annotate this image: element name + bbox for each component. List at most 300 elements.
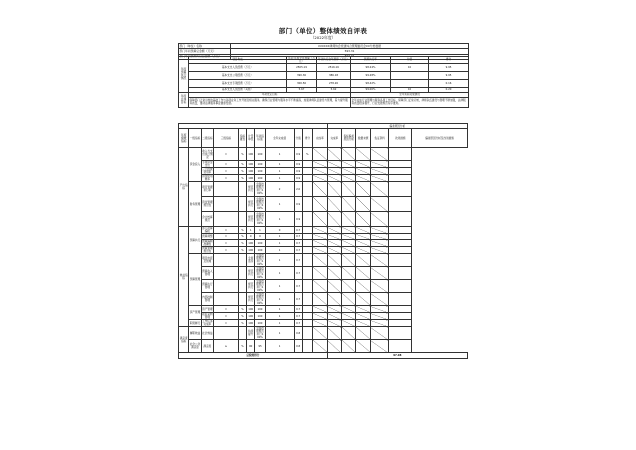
ind-empty-cell [370,197,389,212]
ind-empty-cell [356,197,370,212]
ind-empty-cell [342,227,356,234]
unit-value: XXXXXX律师协会党建综合管理委员会XX分类数据 [231,44,469,49]
ind-score: 1 [265,306,294,313]
ind-empty-cell [342,306,356,313]
ind-empty-cell [327,254,341,267]
ind-l2-group: 社会公众满意度 [189,340,201,353]
indicator-row [179,254,468,267]
ind-l3: 资金使用效率 [202,175,213,182]
ind-l2-group: 资金投入 [189,148,201,182]
ind-empty-cell [313,306,328,313]
ind-score: 1 [265,197,294,212]
ind-remark [389,340,412,353]
ind-actual: 100 [255,320,265,327]
ind-got: 0.9 [294,161,302,168]
ind-rate [302,280,312,293]
indicator-row [179,212,468,227]
ind-empty-cell [370,212,389,227]
ind-unit: % [238,168,246,175]
ind-empty-cell [342,267,356,280]
ind-got: 0.7 [294,306,302,313]
ind-target: 100 [248,241,254,245]
ind-unit: % [238,320,246,327]
ind-empty-cell [313,254,328,267]
ind-actual: 全面按照规范执行100% [256,267,264,280]
ind-actual: 100 [255,247,265,254]
ind-target: 100 [247,148,255,161]
ind-target: 100 [248,248,254,252]
ind-empty-cell [356,148,370,161]
ind-l3: 预算调整 [202,235,213,239]
ind-score: 1 [265,320,294,327]
ind-unit [238,182,246,197]
ind-l3: 工作任务完成率 [202,320,213,327]
ind-empty-cell [370,320,389,327]
ind-l1-group: 效益指标 [179,227,189,327]
ind-empty-cell [342,313,356,320]
indicator-row [179,175,468,182]
ind-l3: 社会效益 [201,327,213,340]
ind-remark [389,247,412,254]
ind-empty-cell [370,280,389,293]
ind-score: 1 [265,212,294,227]
ind-target: 100 [248,176,254,180]
ind-empty-cell [356,182,370,197]
goals-text-row [179,97,469,107]
ind-l3: 部门决算编报 [202,227,213,234]
ind-score: 1 [265,161,294,168]
ind-target: 100 [248,169,254,173]
ind-remark [389,197,412,212]
ind-got: 0.7 [294,234,302,240]
ind-rate [302,161,312,168]
ind-empty-cell [342,327,356,340]
ind-actual: 100 [255,161,265,168]
ind-remark [389,254,412,267]
ind-got: 0.7 [294,313,302,320]
ind-l3: 资产管理 [202,307,213,311]
ind-attr: = [214,234,239,240]
ind-empty-cell [356,320,370,327]
ind-actual: 全面按照规范执行100% [256,198,264,211]
ind-score: 1 [265,327,294,340]
ind-remark [389,227,412,234]
ind-unit: % [238,227,246,234]
ind-unit: % [238,148,246,161]
ind-got: 0.8 [294,340,302,353]
ind-empty-cell [327,247,341,254]
ind-attr: = [214,161,239,168]
goals-section-label: 年度总体目标 [179,92,189,107]
exec-label: 部门年初预算执行总金额（万元） [179,54,231,59]
ind-col-header-row [179,129,468,148]
funds-row-score: 10 [391,87,429,92]
ind-l3: 项目申报及管理 [201,254,213,267]
ind-sub-2: 年初指标值 [255,129,265,148]
ind-l3: 政府采购管理 [202,313,213,320]
ind-target: 100 [248,314,254,318]
ind-got: 0.7 [294,280,302,293]
ind-empty-cell [313,327,328,340]
ind-empty-cell [342,280,356,293]
ind-empty-cell [327,267,341,280]
funds-row [179,79,469,87]
funds-row-a: 300.56 [287,79,317,87]
ind-empty-cell [327,280,341,293]
ind-empty-cell [370,182,389,197]
indicator-row [179,327,468,340]
ind-unit: % [238,306,246,313]
ind-empty-cell [370,340,389,353]
ind-empty-cell [313,212,328,227]
funds-col-3: 预算执行率 [351,56,391,63]
funds-row-a: 5.67 [287,87,317,92]
ind-actual: 全面按照规范执行100% [256,213,264,226]
ind-empty-cell [327,340,341,353]
indicator-row [179,340,468,353]
goals-actual-label: 全年实际完成情况 [351,92,469,97]
ind-l2-group: 职责履行 [189,321,201,325]
ind-empty-cell [327,306,341,313]
ind-rate [302,254,312,267]
ind-attr: = [214,247,239,254]
ind-l3: 三公经费使用率 [202,168,213,175]
funds-row-got: 0.16 [429,79,469,87]
ind-unit [238,327,246,340]
ind-empty-cell [327,175,341,182]
ind-l1-group: 产出指标 [179,148,189,227]
ind-actual: 全面按照规范执行100% [256,327,264,340]
indicators-body [179,148,468,353]
ind-empty-cell [370,161,389,168]
ind-got: 0.9 [294,175,302,182]
ind-rate [302,197,312,212]
ind-target: 100 [248,307,254,311]
ind-attr [214,293,239,306]
ind-sub-0: 指标属性 [238,129,246,148]
goals-planned-text: 保障部门正常运转的基础工作与各项业务工作开展及相关服务，确保行业管理与服务水平不断提高，加强律师队伍建设与管理，着力提升服务质量，推动法律服务事业健康发展。 [189,97,351,107]
indicator-row [179,148,468,161]
indicator-row [179,320,468,327]
ind-score: 1 [265,254,294,267]
ind-rate: % [302,148,312,161]
ind-actual: 全面按照规范执行100% [256,280,264,293]
ind-target: 规范执行 [247,267,255,280]
ind-empty-cell [342,254,356,267]
ind-empty-cell [342,197,356,212]
ind-remark [389,267,412,280]
ind-empty-cell [313,227,328,234]
ind-target: 0 [247,234,255,240]
ind-score: 2 [265,182,294,197]
ind-empty-cell [327,182,341,197]
indicator-row [179,247,468,254]
ind-target: 规范执行 [247,293,255,306]
ind-l3: 项目管理执行率 [201,182,213,197]
ind-empty-cell [356,254,370,267]
ind-l3: 收入与支出执行情况 [202,149,213,159]
ind-l3: 会计核算规范 [201,212,213,227]
ind-score: 1 [265,247,294,254]
funds-row-b: 386.18 [317,71,351,79]
ind-attr [214,197,239,212]
ind-col-l3: 三级指标 [214,129,239,148]
funds-row-name: 基本支出公用经费（万元） [189,71,287,79]
ind-remark [389,212,412,227]
ind-got: 0.7 [294,240,302,247]
ind-remark [389,313,412,320]
ind-attr [214,280,239,293]
indicator-row [179,267,468,280]
funds-row-b: 5.62 [317,87,351,92]
funds-row-b: 278.26 [317,79,351,87]
ind-target: 90 [247,340,255,353]
ind-sub-1: 计量单位 [247,129,255,148]
ind-empty-cell [313,280,328,293]
ind-empty-cell [356,306,370,313]
ind-target: 规范执行 [247,182,255,197]
ind-score: 1 [265,280,294,293]
ind-unit: % [238,175,246,182]
ind-remark [389,148,412,161]
ind-empty-cell [370,306,389,313]
funds-row-a: 390.36 [287,71,317,79]
ind-empty-cell [356,168,370,175]
ind-unit: % [238,340,246,353]
ind-attr: = [214,320,239,327]
ind-empty-cell [342,175,356,182]
ind-empty-cell [342,182,356,197]
ind-unit [238,212,246,227]
ind-empty-cell [313,313,328,320]
unit-label: 部门（单位）名称 [179,44,231,49]
ind-remark [389,293,412,306]
ind-remark [389,161,412,168]
ind-actual: 100 [255,168,265,175]
funds-col-5: 得分 [429,56,469,63]
ind-col-remark: 偏差原因分析及改进措施 [412,129,468,148]
funds-row-got: 9.95 [429,71,469,79]
ind-empty-cell [356,267,370,280]
ind-sub-10: 佐证资料 [370,129,389,148]
ind-empty-cell [370,313,389,320]
funds-header-row [179,56,469,63]
ind-big-header: 偏差原因分析 [327,124,467,129]
ind-l3: 满意度 [201,340,213,353]
ind-remark [389,168,412,175]
ind-empty-cell [370,247,389,254]
ind-attr: = [214,306,239,313]
ind-empty-cell [356,175,370,182]
ind-empty-cell [313,240,328,247]
ind-l3: 预算收入管理 [201,267,213,280]
ind-attr [214,254,239,267]
ind-empty-cell [342,247,356,254]
ind-got: 0.9 [294,197,302,212]
ind-rate [302,175,312,182]
ind-got: 0.8 [294,327,302,340]
ind-l2-group: 履职效益 [189,327,201,340]
footer-row [179,353,468,359]
ind-attr: = [214,240,239,247]
ind-empty-cell [370,168,389,175]
ind-unit: % [238,234,246,240]
ind-empty-cell [327,197,341,212]
ind-score: 1 [265,234,294,240]
funds-row-rate: 98.24% [351,63,391,71]
ind-got: 0.7 [294,267,302,280]
ind-empty-cell [342,240,356,247]
ind-empty-cell [313,247,328,254]
ind-attr [214,267,239,280]
ind-remark [389,240,412,247]
funds-row-got: 9.95 [429,63,469,71]
ind-empty-cell [313,320,328,327]
ind-remark [389,306,412,313]
ind-empty-cell [327,148,341,161]
ind-score: 1 [265,267,294,280]
ind-remark [389,280,412,293]
ind-actual: 100 [255,148,265,161]
ind-score: 1 [265,340,294,353]
ind-sub-9: 数据来源 [356,129,370,148]
ind-l3: 预算执行管理 [201,280,213,293]
ind-got: 0.7 [294,320,302,327]
indicator-row [179,168,468,175]
ind-attr: ≥ [214,340,239,353]
ind-score: 1 [265,168,294,175]
ind-sub-4: 完成率 [313,129,328,148]
ind-empty-cell [356,293,370,306]
ind-empty-cell [313,197,328,212]
ind-score: 1 [265,240,294,247]
ind-empty-cell [313,175,328,182]
ind-sub-7: 完成率 [327,129,341,148]
ind-empty-cell [370,175,389,182]
funds-table [178,56,469,108]
ind-actual: 全面按照规范执行100% [256,254,264,267]
ind-empty-cell [342,161,356,168]
ind-l3: 预算管理规范性 [202,247,213,254]
ind-empty-cell [356,340,370,353]
funds-col-1: 年初 年度全年预算（万元） [288,56,315,63]
document-year: （2022年度） [310,35,336,40]
ind-empty-cell [356,327,370,340]
ind-empty-cell [342,340,356,353]
ind-col-l2: 二级指标 [201,129,213,148]
funds-row [179,71,469,79]
ind-unit: % [238,313,246,320]
ind-got: 0.9 [294,212,302,227]
ind-sub-11: 改进措施 [389,129,412,148]
ind-score: 1 [265,175,294,182]
ind-section-label: 年度绩效指标 [179,129,189,148]
ind-got: 0.7 [294,293,302,306]
ind-l3: 资金管理规范性 [201,197,213,212]
ind-empty-cell [370,240,389,247]
funds-section-label: 年度预算执行情况 [179,56,189,92]
indicator-row [179,306,468,313]
ind-l1-group: 满意度指标 [179,327,189,353]
ind-empty-cell [370,148,389,161]
ind-attr [214,327,239,340]
ind-rate [302,306,312,313]
ind-actual: 100 [255,313,265,320]
indicator-row [179,227,468,234]
ind-unit [238,254,246,267]
ind-attr [214,212,239,227]
ind-attr: = [214,148,239,161]
ind-remark [389,320,412,327]
ind-target: 规范执行 [247,197,255,212]
ind-empty-cell [313,168,328,175]
ind-empty-cell [342,293,356,306]
ind-l2-group: 资产管理 [189,306,201,320]
ind-rate [302,247,312,254]
ind-remark [389,182,412,197]
ind-empty-cell [327,227,341,234]
ind-target: 规范执行 [247,212,255,227]
ind-got: 0.7 [294,247,302,254]
indicator-row [179,240,468,247]
ind-unit [238,267,246,280]
ind-empty-cell [342,168,356,175]
ind-empty-cell [370,293,389,306]
ind-empty-cell [313,161,328,168]
ind-rate [302,267,312,280]
ind-empty-cell [327,168,341,175]
ind-actual: 1 [255,227,265,234]
ind-l3: 专项资金支出 [202,161,213,168]
ind-score: 0 [265,227,294,234]
ind-rate [302,182,312,197]
funds-row [179,63,469,71]
total-label: 总绩效得分 [179,353,328,359]
ind-target: 100 [248,162,254,166]
ind-target: 持续提升 [247,327,255,340]
ind-unit: % [238,247,246,254]
total-value: 97.08 [327,353,467,359]
budget-value: 593.31 [231,49,469,54]
ind-unit [238,280,246,293]
ind-empty-cell [327,293,341,306]
funds-row-score [391,79,429,87]
indicator-row [179,293,468,306]
ind-empty-cell [370,254,389,267]
funds-row-a: 2505.19 [287,63,317,71]
ind-actual: 100 [255,240,265,247]
ind-empty-cell [313,293,328,306]
ind-empty-cell [342,212,356,227]
ind-empty-cell [370,327,389,340]
ind-attr: = [214,313,239,320]
ind-remark [389,327,412,340]
ind-empty-cell [356,227,370,234]
ind-col-l1: 一级指标 [189,129,201,148]
ind-empty-cell [356,240,370,247]
ind-empty-cell [342,320,356,327]
indicators-table [178,123,468,359]
ind-target: 100 [248,321,254,325]
funds-row-name: 基本支出专项经费（万元） [189,79,287,87]
ind-rate [302,320,312,327]
ind-actual: 全面按照规范执行100% [256,293,264,306]
ind-sub-6: 得分 [302,129,312,148]
ind-actual: 95 [255,340,265,353]
ind-actual: 全面按照规范执行100% [256,183,264,196]
ind-empty-cell [356,280,370,293]
ind-target: 全面落实 [247,254,255,267]
